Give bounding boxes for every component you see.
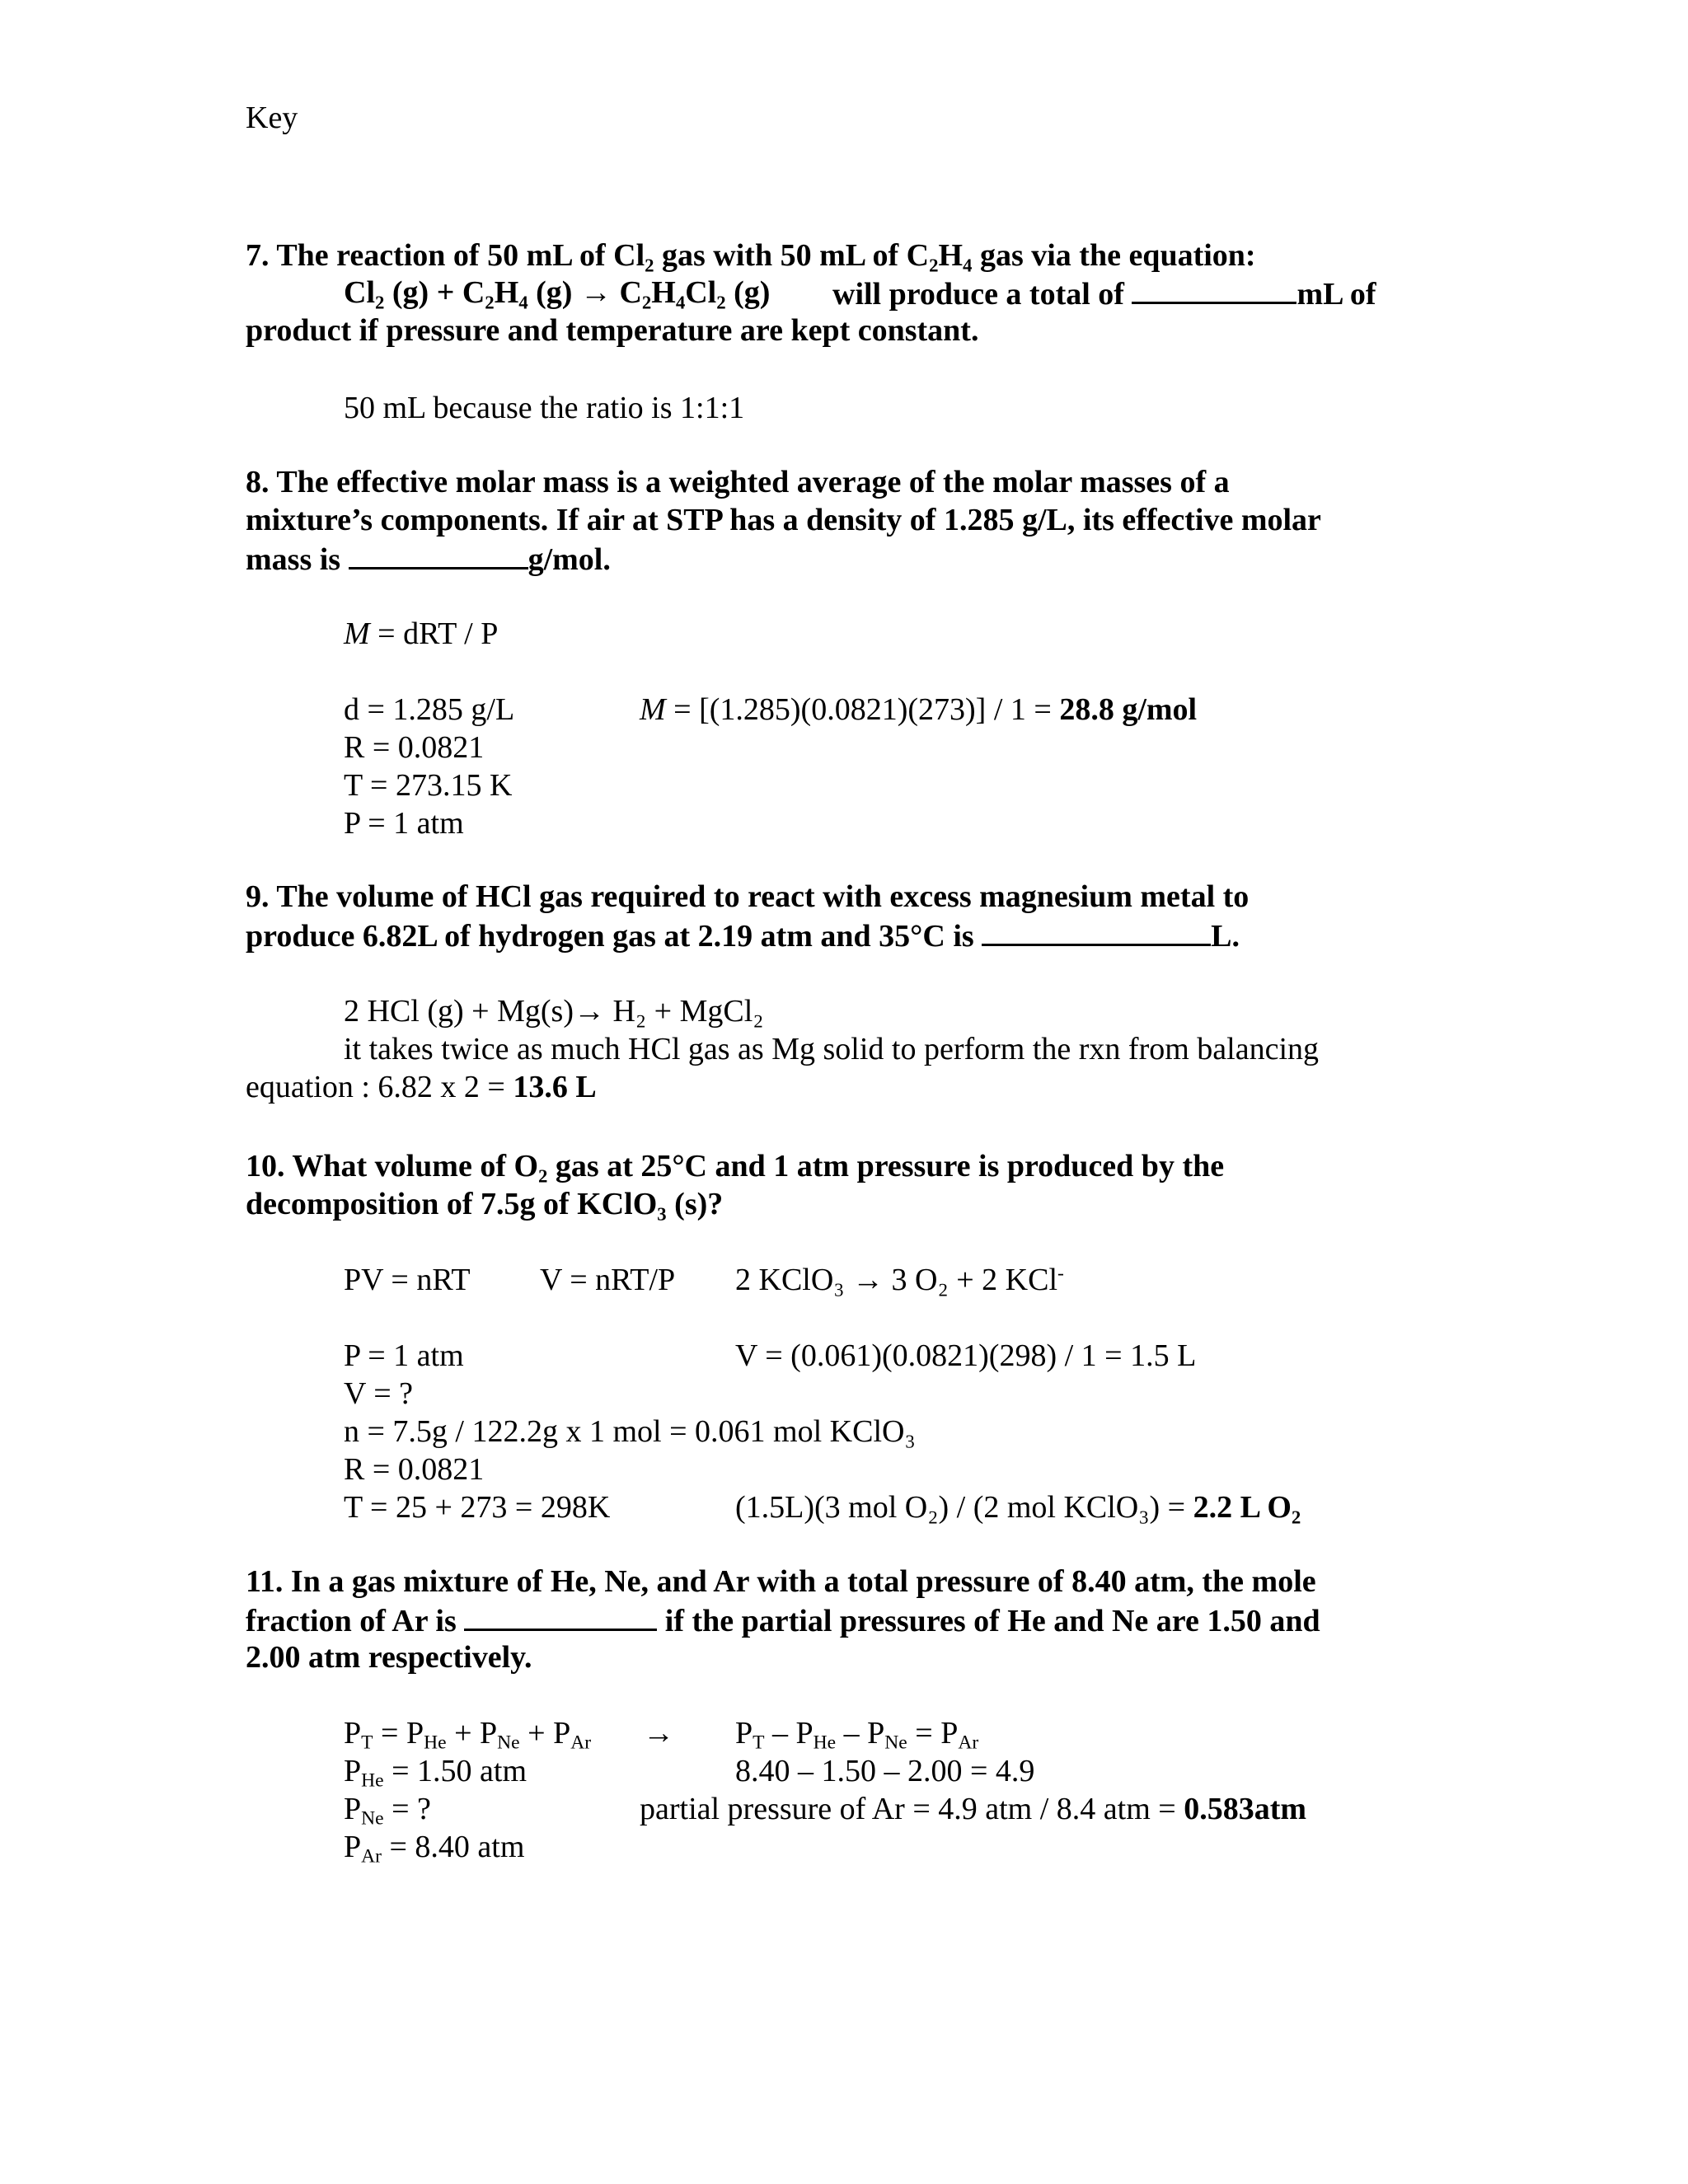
q7-text-line1: 7. The reaction of 50 mL of Cl₂ gas with 50 mL of C₂H₄ gas via the equation: xyxy=(246,238,1256,273)
q10-ideal-gas-law: PV = nRT xyxy=(344,1263,471,1297)
q7-answer-blank xyxy=(1132,274,1296,304)
q10-text-line2: decomposition of 7.5g of KClO₃ (s)? xyxy=(246,1187,724,1221)
q11-var-pne: $P_{Ne}$ = ? xyxy=(344,1792,431,1830)
q8-text-line3: mass is g/mol. xyxy=(246,539,611,579)
q11-rearranged-eq: $P_T - P_{He} - P_{Ne} = P_{Ar}$ xyxy=(735,1716,979,1754)
q7-equation: Cl₂ (g) + C₂H₄ (g) → C₂H₄Cl₂ (g) xyxy=(344,275,771,310)
q10-var-p: P = 1 atm xyxy=(344,1338,464,1373)
q10-conversion: (1.5L)(3 mol O₂) / (2 mol KClO₃) = 2.2 L O₂ xyxy=(735,1490,1301,1525)
q10-var-r: R = 0.0821 xyxy=(344,1452,485,1487)
q11-partial-pressure: partial pressure of Ar = 4.9 atm / 8.4 atm = 0.583atm xyxy=(640,1792,1307,1826)
q11-var-phe: $P_{He} = 1.50$ atm xyxy=(344,1754,528,1792)
q10-reaction: 2 KClO₃ → 3 O₂ + 2 KCl- xyxy=(735,1263,1064,1297)
q8-var-p: P = 1 atm xyxy=(344,806,464,841)
q7-text-line2: will produce a total of mL of xyxy=(832,274,1376,313)
q8-result: 28.8 g/mol xyxy=(1059,692,1198,727)
q11-result: 0.583atm xyxy=(1184,1792,1307,1826)
q10-volume-calc: V = (0.061)(0.0821)(298) / 1 = 1.5 L xyxy=(735,1338,1197,1373)
q8-text-line2: mixture’s components. If air at STP has a density of 1.285 g/L, its effective molar xyxy=(246,503,1321,537)
q10-var-t: T = 25 + 273 = 298K xyxy=(344,1490,611,1525)
q9-answer-blank xyxy=(982,916,1211,946)
q10-volume-formula: V = nRT/P xyxy=(540,1263,676,1297)
q9-calculation: equation : 6.82 x 2 = 13.6 L xyxy=(246,1070,597,1104)
q8-calculation: M = [(1.285)(0.0821)(273)] / 1 = 28.8 g/mol xyxy=(640,692,1198,727)
q10-text-line1: 10. What volume of O₂ gas at 25°C and 1 atm pressure is produced by the xyxy=(246,1149,1225,1183)
q9-text-line1: 9. The volume of HCl gas required to react with excess magnesium metal to xyxy=(246,879,1250,914)
q9-text-line2: produce 6.82L of hydrogen gas at 2.19 atm and 35°C is L. xyxy=(246,916,1240,955)
page-header: Key xyxy=(246,101,298,135)
q11-answer-blank xyxy=(464,1601,657,1631)
q11-var-par: $P_{Ar} = 8.40$ atm xyxy=(344,1830,525,1868)
q11-text-line2: fraction of Ar is if the partial pressures of He and Ne are 1.50 and xyxy=(246,1601,1320,1640)
q10-var-n: n = 7.5g / 122.2g x 1 mol = 0.061 mol KClO₃ xyxy=(344,1414,916,1449)
q8-text-line1: 8. The effective molar mass is a weighted average of the molar masses of a xyxy=(246,465,1230,499)
q11-total-pressure-eq: $P_T = P_{He} + P_{Ne} + P_{Ar}$ xyxy=(344,1716,592,1754)
q10-result: 2.2 L O₂ xyxy=(1193,1490,1301,1525)
q9-explanation: it takes twice as much HCl gas as Mg solid to perform the rxn from balancing xyxy=(344,1032,1320,1066)
q11-text-line1: 11. In a gas mixture of He, Ne, and Ar with a total pressure of 8.40 atm, the mole xyxy=(246,1564,1316,1599)
q7-text-line3: product if pressure and temperature are kept constant. xyxy=(246,313,979,348)
q11-subtraction: 8.40 – 1.50 – 2.00 = 4.9 xyxy=(735,1754,1035,1788)
q8-var-d: d = 1.285 g/L xyxy=(344,692,515,727)
q9-result: 13.6 L xyxy=(513,1070,597,1104)
arrow-right-icon: → xyxy=(643,1716,674,1750)
q8-answer-blank xyxy=(349,539,528,569)
q9-reaction: 2 HCl (g) + Mg(s)→ H₂ + MgCl₂ xyxy=(344,994,764,1029)
q11-text-line3: 2.00 atm respectively. xyxy=(246,1640,532,1675)
q8-formula: M = dRT / P xyxy=(344,616,499,651)
q8-var-t: T = 273.15 K xyxy=(344,768,513,803)
q8-var-r: R = 0.0821 xyxy=(344,730,485,765)
q10-var-v: V = ? xyxy=(344,1376,414,1411)
q7-answer: 50 mL because the ratio is 1:1:1 xyxy=(344,391,745,425)
